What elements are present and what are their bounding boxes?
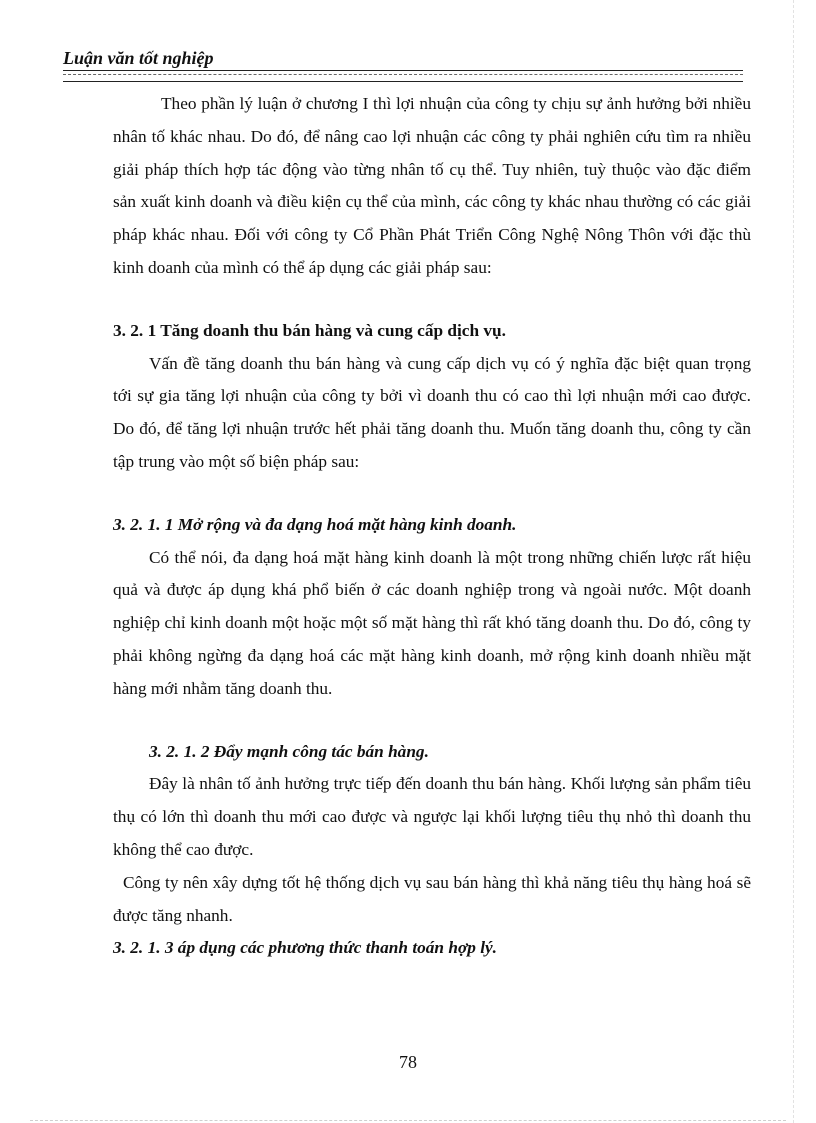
intro-paragraph: Theo phần lý luận ở chương I thì lợi nhuận của công ty chịu sự ảnh hưởng bởi nhiều nhân tố khác nhau. Do đó, để nâng cao lợi nhuận các công ty phải nghiên cứu tìm ra nhiều giải pháp thích hợp tác động vào từng nhân tố cụ thể. Tuy nhiên, tuỳ thuộc vào đặc điểm sản xuất kinh doanh và điều kiện cụ thể của mình, các công ty khác nhau thường có các giải pháp khác nhau. Đối với công ty Cổ Phần Phát Triển Công Nghệ Nông Thôn với đặc thù kinh doanh của mình có thể áp dụng các giải pháp sau: [113,94,751,277]
section-3-2-1-2-paragraph-2: Công ty nên xây dựng tốt hệ thống dịch vụ sau bán hàng thì khả năng tiêu thụ hàng hoá sẽ được tăng nhanh. [113,872,751,925]
section-3-2-1-2-heading: 3. 2. 1. 2 Đẩy mạnh công tác bán hàng. [149,741,429,761]
header-divider [63,70,743,82]
section-3-2-1-1-paragraph: Có thể nói, đa dạng hoá mặt hàng kinh doanh là một trong những chiến lược rất hiệu quả và được áp dụng khá phổ biến ở các doanh nghiệp trong và ngoài nước. Một doanh nghiệp chỉ kinh doanh một hoặc một số mặt hàng thì rất khó tăng doanh thu. Do đó, công ty phải không ngừng đa dạng hoá các mặt hàng kinh doanh, mở rộng kinh doanh nhiều mặt hàng mới nhằm tăng doanh thu. [113,547,751,698]
section-3-2-1-paragraph: Vấn đề tăng doanh thu bán hàng và cung cấp dịch vụ có ý nghĩa đặc biệt quan trọng tới sự gia tăng lợi nhuận của công ty bởi vì doanh thu có cao thì lợi nhuận mới cao được. Do đó, để tăng lợi nhuận trước hết phải tăng doanh thu. Muốn tăng doanh thu, công ty cần tập trung vào một số biện pháp sau: [113,353,751,471]
section-3-2-1-heading: 3. 2. 1 Tăng doanh thu bán hàng và cung cấp dịch vụ. [113,320,506,340]
running-header-title: Luận văn tốt nghiệp [63,48,214,68]
page-number: 78 [399,1052,417,1072]
page-margin-guide [793,0,794,1123]
footer-divider [30,1120,786,1121]
section-3-2-1-1-heading: 3. 2. 1. 1 Mở rộng và đa dạng hoá mặt hàng kinh doanh. [113,514,517,534]
section-3-2-1-3-heading: 3. 2. 1. 3 áp dụng các phương thức thanh toán hợp lý. [113,938,497,958]
document-body [113,88,751,965]
section-3-2-1-2-paragraph: Đây là nhân tố ảnh hưởng trực tiếp đến doanh thu bán hàng. Khối lượng sản phẩm tiêu thụ có lớn thì doanh thu mới cao được và ngược lại khối lượng tiêu thụ nhỏ thì doanh thu không thể cao được. [113,774,751,859]
